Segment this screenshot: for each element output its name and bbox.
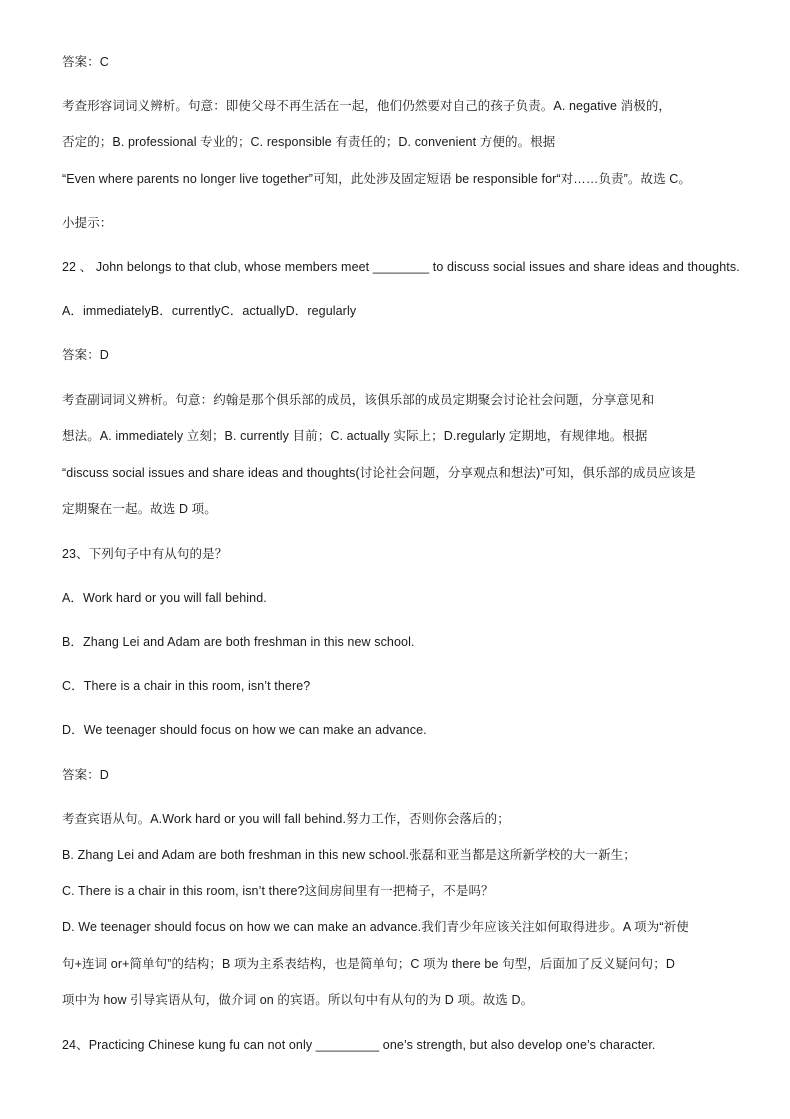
explanation-22-line-4: 定期聚在一起。故选 D 项。 [62, 502, 217, 516]
answer-21: 答案：C [62, 55, 109, 69]
explanation-22-line-3: “discuss social issues and share ideas and thoughts(讨论社会问题，分享观点和想法)”可知，俱乐部的成员应该是 [62, 466, 696, 480]
explanation-23-line-4: D. We teenager should focus on how we can make an advance.我们青少年应该关注如何取得进步。A 项为“祈使 [62, 920, 689, 934]
answer-22: 答案：D [62, 348, 109, 362]
explanation-21-line-3: “Even where parents no longer live together”可知，此处涉及固定短语 be responsible for“对……负责”。故选 C。 [62, 172, 692, 186]
options-22: A．immediatelyB．currentlyC．actuallyD．regularly [62, 304, 357, 318]
explanation-21-line-1: 考查形容词词义辨析。句意：即使父母不再生活在一起，他们仍然要对自己的孩子负责。A. negative 消极的， [62, 99, 672, 113]
option-23-a: A．Work hard or you will fall behind. [62, 591, 267, 605]
explanation-23-line-6: 项中为 how 引导宾语从句，做介词 on 的宾语。所以句中有从句的为 D 项。故选 D。 [62, 993, 534, 1007]
explanation-23-line-2: B. Zhang Lei and Adam are both freshman in this new school.张磊和亚当都是这所新学校的大一新生； [62, 848, 636, 862]
tip-label: 小提示： [62, 216, 113, 230]
explanation-22-line-1: 考查副词词义辨析。句意：约翰是那个俱乐部的成员，该俱乐部的成员定期聚会讨论社会问题，分享意见和 [62, 393, 655, 407]
explanation-21-line-2: 否定的；B. professional 专业的；C. responsible 有责任的；D. convenient 方便的。根据 [62, 135, 556, 149]
explanation-23-line-3: C. There is a chair in this room, isn’t there?这间房间里有一把椅子，不是吗？ [62, 884, 494, 898]
explanation-22-line-2: 想法。A. immediately 立刻；B. currently 目前；C. actually 实际上；D.regularly 定期地，有规律地。根据 [62, 429, 648, 443]
option-23-c: C．There is a chair in this room, isn’t there? [62, 679, 311, 693]
option-23-d: D．We teenager should focus on how we can make an advance. [62, 723, 427, 737]
question-22: 22 、 John belongs to that club, whose members meet ________ to discuss social issues and share ideas and thoughts. [62, 260, 740, 274]
explanation-23-line-5: 句+连词 or+简单句”的结构；B 项为主系表结构，也是简单句；C 项为 there be 句型，后面加了反义疑问句；D [62, 957, 676, 971]
option-23-b: B．Zhang Lei and Adam are both freshman in this new school. [62, 635, 415, 649]
answer-23: 答案：D [62, 768, 109, 782]
question-23: 23、下列句子中有从句的是？ [62, 547, 228, 561]
question-24: 24、Practicing Chinese kung fu can not only _________ one’s strength, but also develop one’s character. [62, 1038, 656, 1052]
explanation-23-line-1: 考查宾语从句。A.Work hard or you will fall behind.努力工作，否则你会落后的； [62, 812, 510, 826]
